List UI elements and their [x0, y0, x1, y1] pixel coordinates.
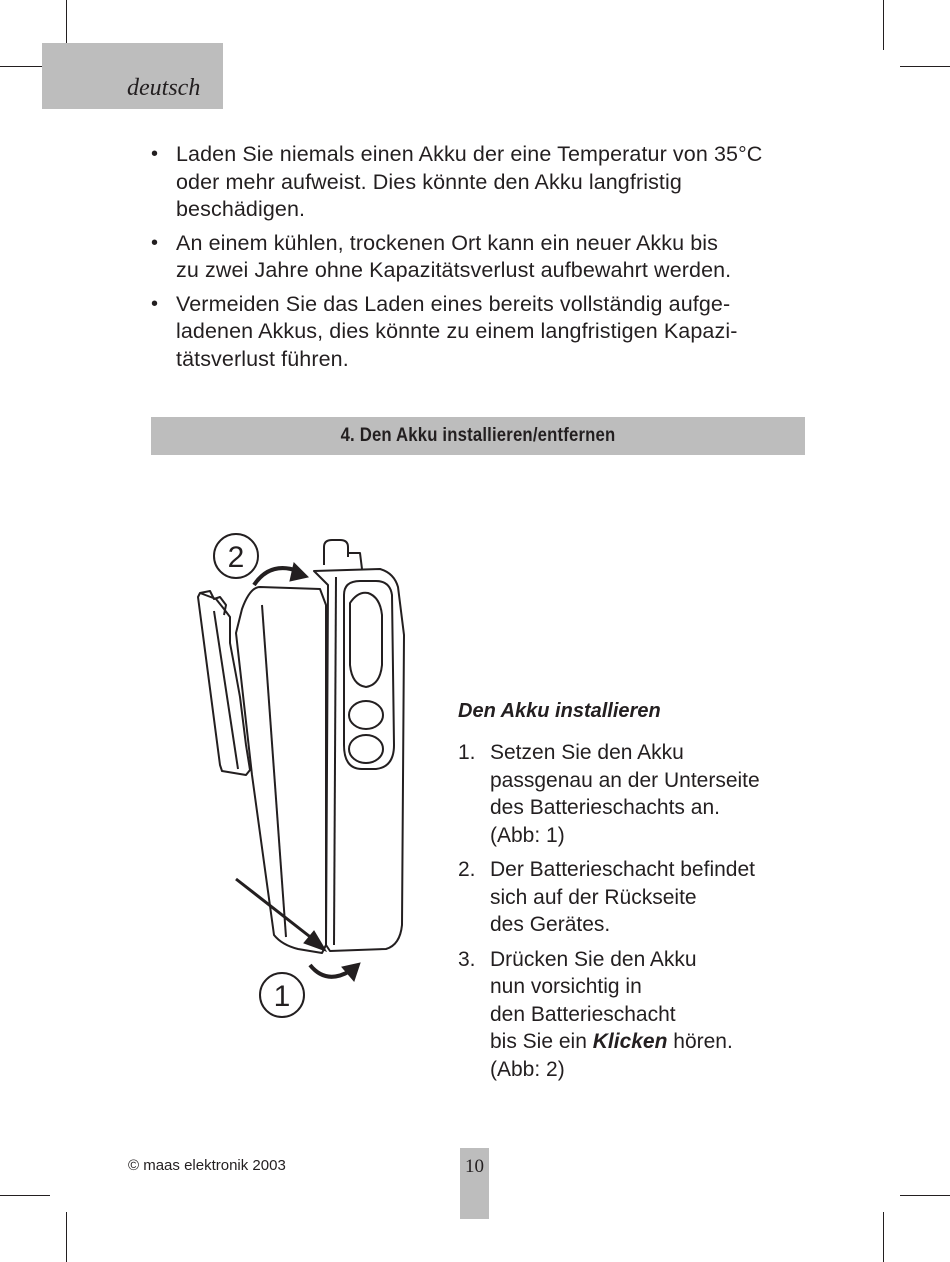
bullet-line: An einem kühlen, trockenen Ort kann ein neuer Akku bis: [176, 230, 719, 255]
page-number-box: [460, 1148, 489, 1219]
bullet-line: tätsverlust führen.: [176, 346, 349, 371]
step-item: [458, 856, 818, 939]
bullet-dot-icon: •: [151, 231, 159, 254]
push-arrow-icon: [236, 879, 318, 943]
step-line-prefix: bis Sie ein: [490, 1030, 593, 1053]
step-line: (Abb: 1): [490, 823, 565, 847]
page-number: 10: [465, 1156, 484, 1177]
step-line: Setzen Sie den Akku: [490, 741, 684, 764]
step-1-label: 1: [273, 980, 291, 1013]
bullet-dot-icon: •: [151, 292, 159, 315]
step-line: sich auf der Rückseite: [490, 885, 697, 909]
battery-install-illustration: [190, 525, 420, 1025]
step-number: 3.: [458, 947, 476, 971]
step-line: passgenau an der Unterseite: [490, 768, 760, 792]
step-item: [458, 739, 818, 849]
crop-mark: [66, 1212, 67, 1262]
step-line: des Batterieschachts an.: [490, 796, 720, 819]
bullet-line: Laden Sie niemals einen Akku der eine Temperatur von 35°C: [176, 142, 763, 166]
crop-mark: [900, 66, 950, 67]
bullet-line: ladenen Akkus, dies könnte zu einem langfristigen Kapazi-: [176, 319, 738, 343]
step-line: Der Batterieschacht befindet: [490, 858, 755, 881]
crop-mark: [0, 1195, 50, 1196]
language-label: deutsch: [127, 75, 201, 101]
section-title: 4. Den Akku installieren/entfernen: [340, 425, 616, 446]
radio-body-inner-line: [334, 577, 336, 945]
emphasis-text: Klicken: [592, 1030, 668, 1053]
bullet-dot-icon: •: [151, 143, 159, 165]
language-tab: [42, 43, 223, 109]
step-item: [458, 946, 818, 1084]
bullet-line: beschädigen.: [176, 197, 306, 221]
curved-arrow-top-head-icon: [290, 563, 308, 581]
crop-mark: [900, 1195, 950, 1196]
instruction-steps: [458, 739, 818, 1090]
step-number: 1.: [458, 741, 476, 764]
bullet-line: oder mehr aufweist. Dies könnte den Akku langfristig: [176, 169, 682, 194]
radio-display: [350, 593, 382, 687]
crop-mark: [883, 1212, 884, 1262]
step-line: Drücken Sie den Akku: [490, 947, 697, 971]
copyright-notice: © maas elektronik 2003: [128, 1157, 286, 1174]
bullet-list: [150, 141, 830, 379]
bullet-item: [150, 141, 830, 224]
step-line: nun vorsichtig in: [490, 975, 642, 998]
step-2-label: 2: [227, 541, 245, 574]
radio-button: [349, 701, 383, 729]
bullet-line: zu zwei Jahre ohne Kapazitätsverlust aufbewahrt werden.: [176, 258, 732, 282]
step-line: des Gerätes.: [490, 913, 611, 936]
bullet-line: Vermeiden Sie das Laden eines bereits vollständig aufge-: [176, 291, 731, 316]
radio-antenna: [324, 540, 348, 565]
step-number: 2.: [458, 858, 476, 881]
step-line-suffix: hören.: [667, 1030, 733, 1053]
instructions-title: Den Akku installieren: [458, 700, 661, 722]
bullet-item: [150, 230, 830, 285]
section-heading-bar: [151, 417, 805, 455]
bullet-item: [150, 291, 830, 374]
radio-knob: [348, 553, 362, 569]
battery-pack-inner-line: [262, 605, 286, 937]
step-line: den Batterieschacht: [490, 1002, 676, 1026]
crop-mark: [883, 0, 884, 50]
radio-button: [349, 735, 383, 763]
step-line: (Abb: 2): [490, 1057, 565, 1081]
